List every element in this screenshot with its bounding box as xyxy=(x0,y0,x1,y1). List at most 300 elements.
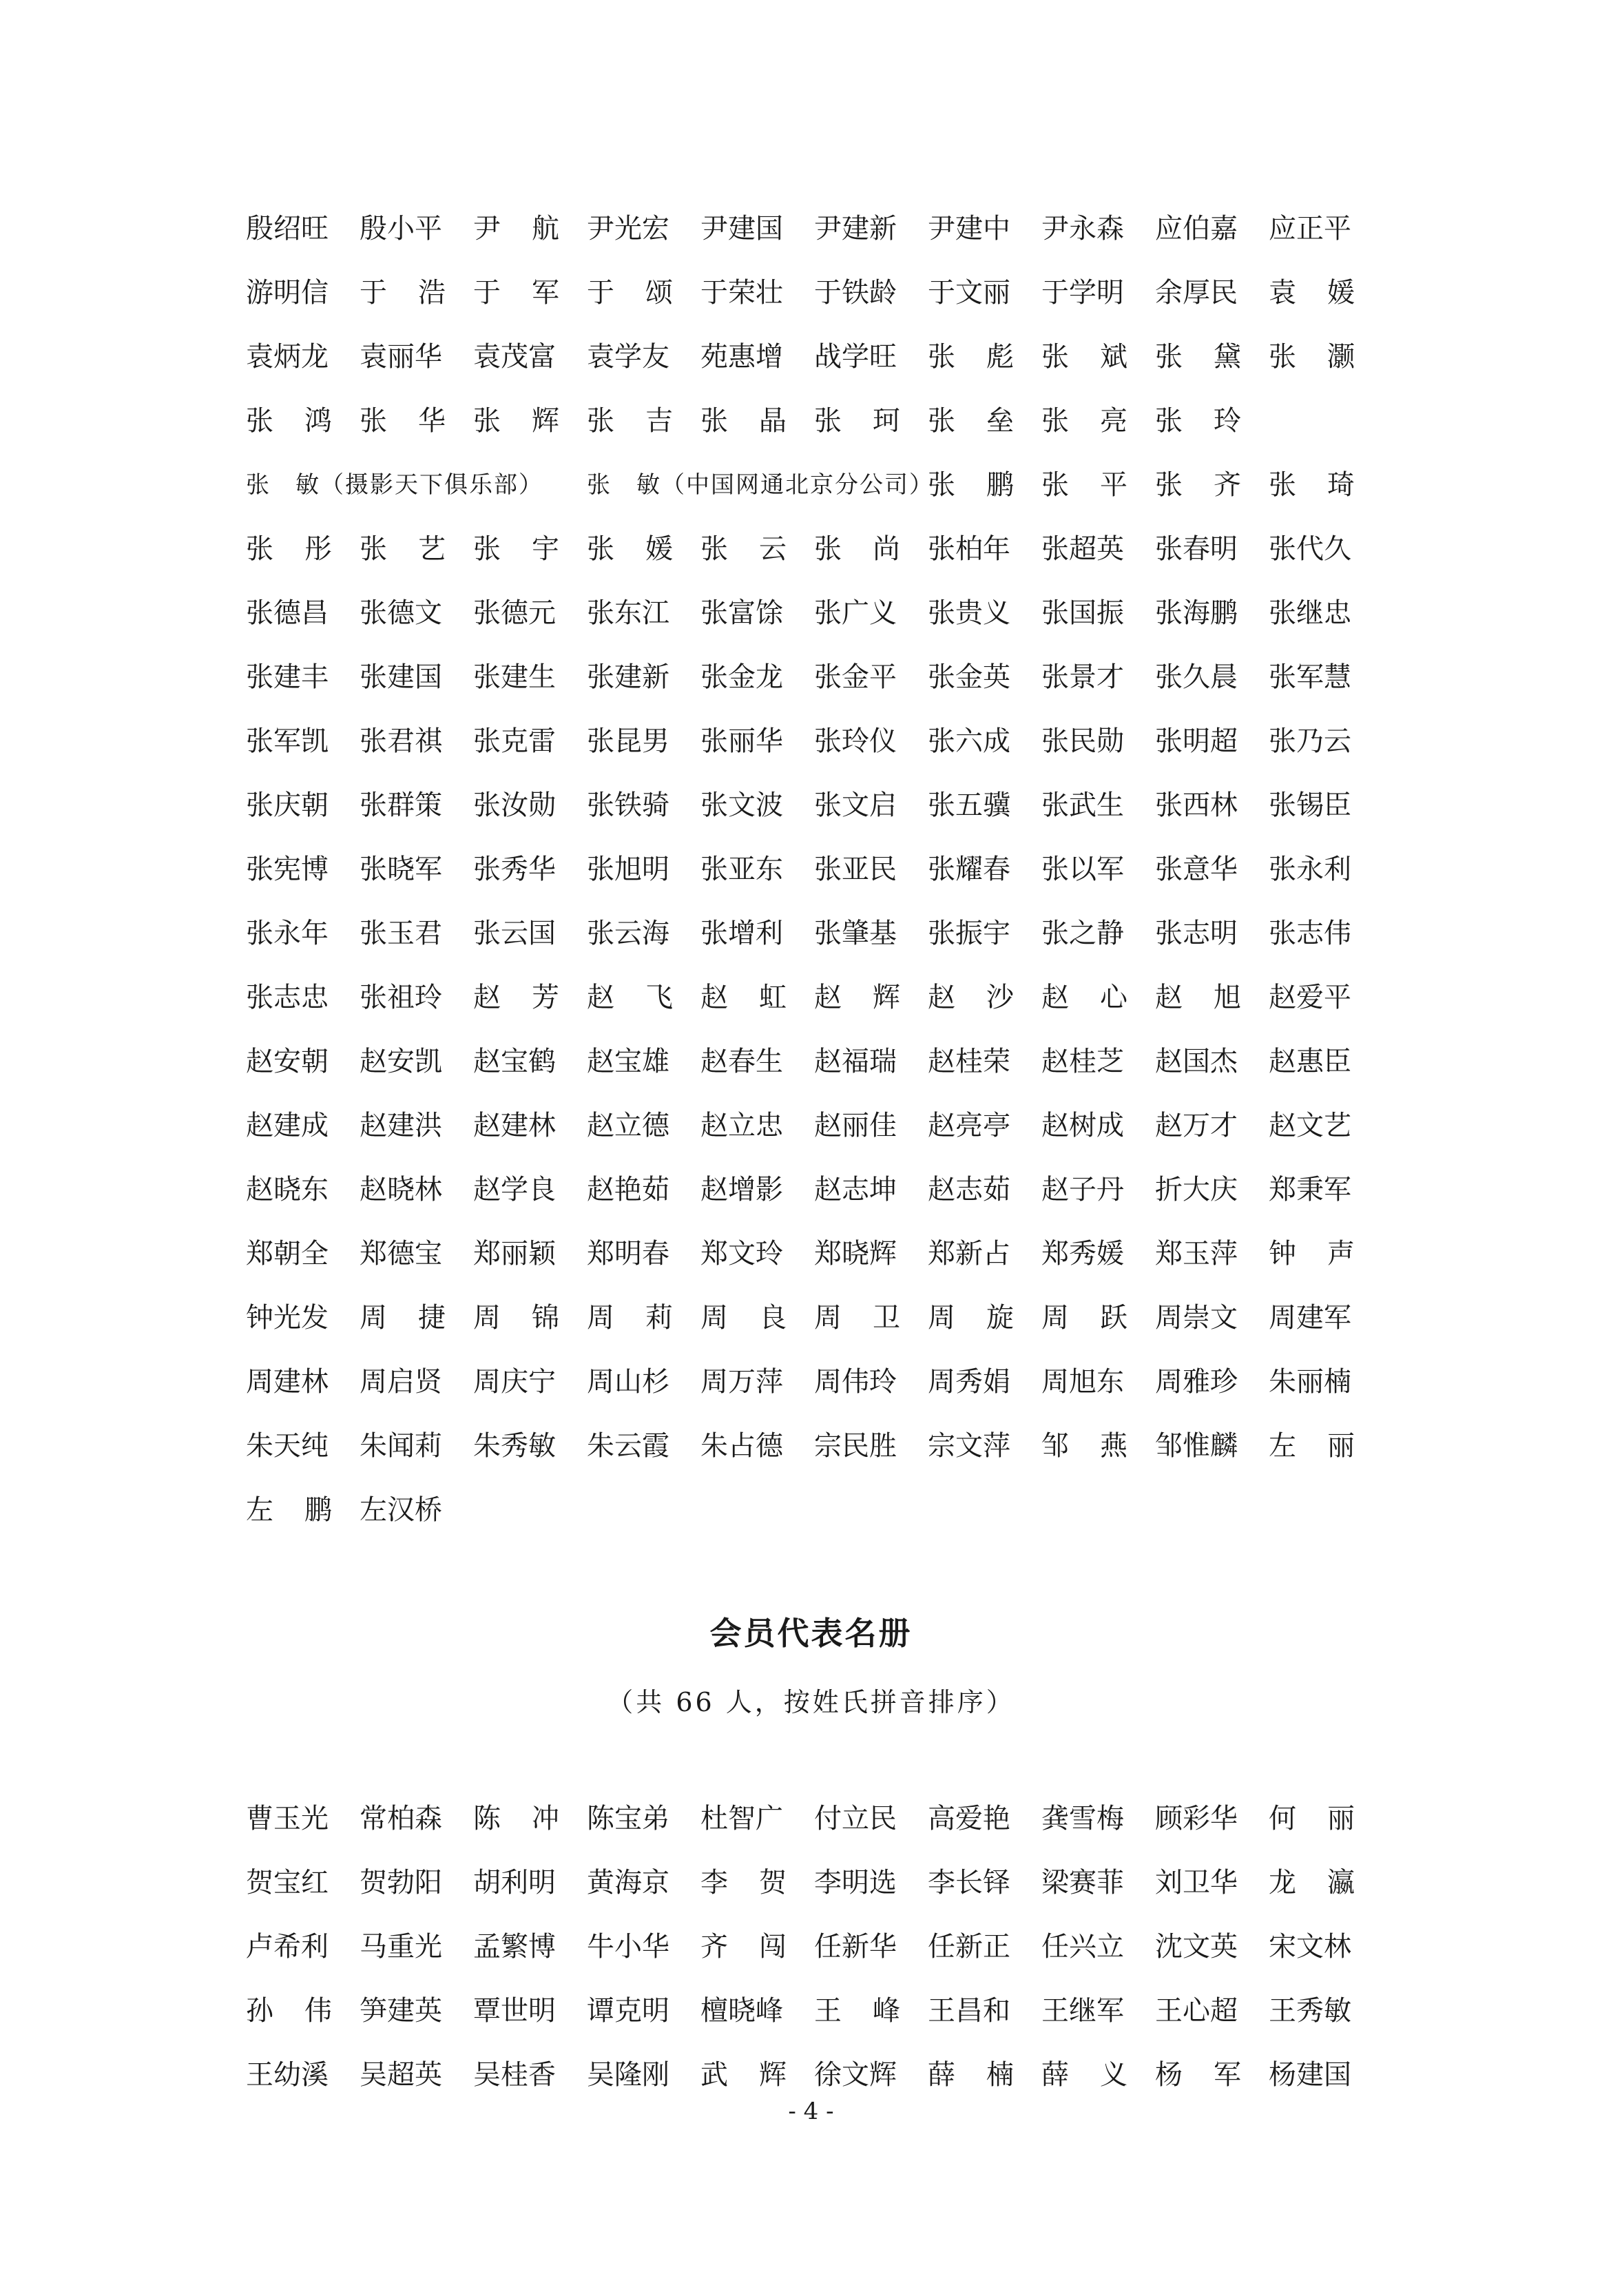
name-text: 贺宝红 xyxy=(246,1867,329,1899)
name-entry xyxy=(928,389,1041,453)
name-text: 覃世明 xyxy=(473,1995,556,2027)
name-entry xyxy=(1269,1030,1382,1094)
name-entry xyxy=(928,1979,1041,2043)
name-text: 张振宇 xyxy=(928,918,1010,949)
name-text: 左 丽 xyxy=(1269,1430,1355,1462)
name-entry xyxy=(700,1030,814,1094)
name-text: 赵 心 xyxy=(1041,982,1127,1013)
name-entry xyxy=(700,902,814,966)
name-text: 赵国杰 xyxy=(1155,1046,1238,1077)
name-entry xyxy=(1155,1030,1269,1094)
name-entry xyxy=(1269,710,1382,774)
name-entry xyxy=(246,902,360,966)
name-entry xyxy=(1041,1414,1155,1478)
name-entry xyxy=(587,966,700,1030)
name-text: 曹玉光 xyxy=(246,1803,329,1834)
name-entry xyxy=(928,1222,1041,1286)
name-entry xyxy=(814,774,928,838)
name-text: 于文丽 xyxy=(928,277,1010,309)
name-text: 赵建洪 xyxy=(360,1110,442,1141)
name-entry xyxy=(473,1915,587,1979)
name-entry xyxy=(814,517,928,581)
name-entry xyxy=(700,1915,814,1979)
name-text: 张五骥 xyxy=(928,789,1010,821)
name-text: 郑玉萍 xyxy=(1155,1238,1238,1270)
name-text: 游明信 xyxy=(246,277,329,309)
name-text: 邹 燕 xyxy=(1041,1430,1127,1462)
name-text: 赵立德 xyxy=(587,1110,669,1141)
name-text: 张 云 xyxy=(700,533,787,565)
name-text: 张文启 xyxy=(814,789,897,821)
name-entry xyxy=(1041,325,1155,389)
name-entry xyxy=(1269,1286,1382,1350)
name-entry xyxy=(246,1787,360,1851)
name-entry xyxy=(1269,1350,1382,1414)
name-entry xyxy=(814,710,928,774)
name-text: 贺勃阳 xyxy=(360,1867,442,1899)
name-entry xyxy=(700,1222,814,1286)
name-entry xyxy=(360,389,473,453)
name-text: 武 辉 xyxy=(700,2059,787,2091)
name-entry xyxy=(473,1350,587,1414)
name-text: 孟繁博 xyxy=(473,1931,556,1963)
name-entry xyxy=(1155,1286,1269,1350)
name-text: 赵艳茹 xyxy=(587,1174,669,1206)
name-text: 周启贤 xyxy=(360,1366,442,1398)
name-entry xyxy=(246,517,360,581)
name-entry xyxy=(360,645,473,710)
name-text: 于 军 xyxy=(473,277,559,309)
name-text: 张祖玲 xyxy=(360,982,442,1013)
name-entry xyxy=(360,1979,473,2043)
name-entry xyxy=(928,517,1041,581)
name-text: 赵桂荣 xyxy=(928,1046,1010,1077)
name-entry xyxy=(246,261,360,325)
name-entry xyxy=(928,645,1041,710)
name-text: 张云海 xyxy=(587,918,669,949)
name-text: 吴桂香 xyxy=(473,2059,556,2091)
name-text: 尹建新 xyxy=(814,213,897,245)
name-entry xyxy=(700,581,814,645)
name-text: 张汝勋 xyxy=(473,789,556,821)
name-entry xyxy=(700,261,814,325)
name-text: 尹永森 xyxy=(1041,213,1124,245)
name-entry xyxy=(1041,774,1155,838)
name-entry xyxy=(246,1851,360,1915)
name-entry xyxy=(928,1414,1041,1478)
name-entry xyxy=(1041,1158,1155,1222)
name-text: 朱闻莉 xyxy=(360,1430,442,1462)
name-text: 张德昌 xyxy=(246,597,329,629)
name-entry xyxy=(928,1851,1041,1915)
name-entry xyxy=(473,838,587,902)
name-text: 赵福瑞 xyxy=(814,1046,897,1077)
name-text: 郑秉军 xyxy=(1269,1174,1351,1206)
name-entry xyxy=(587,1030,700,1094)
name-text: 张亚民 xyxy=(814,854,897,885)
name-entry xyxy=(587,389,700,453)
name-text: 赵春生 xyxy=(700,1046,783,1077)
name-text: 张 尚 xyxy=(814,533,900,565)
name-text: 张久晨 xyxy=(1155,661,1238,693)
name-text: 张 媛 xyxy=(587,533,673,565)
name-entry xyxy=(473,1158,587,1222)
name-entry xyxy=(473,1851,587,1915)
name-entry xyxy=(246,1286,360,1350)
name-text: 钟 声 xyxy=(1269,1238,1355,1270)
name-text: 周崇文 xyxy=(1155,1302,1238,1334)
name-text: 张海鹏 xyxy=(1155,597,1238,629)
name-entry xyxy=(246,774,360,838)
name-text: 赵惠臣 xyxy=(1269,1046,1351,1077)
name-entry xyxy=(928,774,1041,838)
name-entry xyxy=(700,325,814,389)
name-text: 赵 辉 xyxy=(814,982,900,1013)
name-text: 薛 楠 xyxy=(928,2059,1014,2091)
name-entry xyxy=(1155,581,1269,645)
name-text: 任新华 xyxy=(814,1931,897,1963)
name-text: 张意华 xyxy=(1155,854,1238,885)
name-text: 张增利 xyxy=(700,918,783,949)
name-text: 周建军 xyxy=(1269,1302,1351,1334)
name-entry xyxy=(1041,1787,1155,1851)
name-text: 应伯嘉 xyxy=(1155,213,1238,245)
name-entry xyxy=(814,1158,928,1222)
name-text: 牛小华 xyxy=(587,1931,669,1963)
name-text: 张民勋 xyxy=(1041,725,1124,757)
name-text: 张亚东 xyxy=(700,854,783,885)
name-text: 张 平 xyxy=(1041,469,1127,501)
name-entry xyxy=(360,1350,473,1414)
name-text: 张志明 xyxy=(1155,918,1238,949)
name-entry xyxy=(360,1286,473,1350)
name-text: 袁丽华 xyxy=(360,341,442,373)
name-text: 殷绍旺 xyxy=(246,213,329,245)
name-text: 赵子丹 xyxy=(1041,1174,1124,1206)
name-entry xyxy=(473,902,587,966)
name-text: 袁茂富 xyxy=(473,341,556,373)
name-text: 陈宝弟 xyxy=(587,1803,669,1834)
name-entry xyxy=(360,325,473,389)
name-entry xyxy=(1041,1350,1155,1414)
name-text: 张旭明 xyxy=(587,854,669,885)
name-entry xyxy=(246,453,587,517)
name-entry xyxy=(587,453,934,517)
name-entry xyxy=(814,1094,928,1158)
name-entry xyxy=(587,1286,700,1350)
name-text: 赵 沙 xyxy=(928,982,1014,1013)
name-entry xyxy=(700,774,814,838)
name-text: 常柏森 xyxy=(360,1803,442,1834)
name-entry xyxy=(814,1222,928,1286)
name-text: 于 颂 xyxy=(587,277,673,309)
name-text: 张志伟 xyxy=(1269,918,1351,949)
name-text: 王心超 xyxy=(1155,1995,1238,2027)
name-entry xyxy=(360,774,473,838)
name-entry xyxy=(814,838,928,902)
name-entry xyxy=(473,581,587,645)
name-entry xyxy=(360,838,473,902)
name-text: 张 黛 xyxy=(1155,341,1241,373)
name-entry xyxy=(587,325,700,389)
name-text: 张金英 xyxy=(928,661,1010,693)
name-entry xyxy=(700,710,814,774)
name-entry xyxy=(473,261,587,325)
name-text: 赵宝雄 xyxy=(587,1046,669,1077)
name-text: 应正平 xyxy=(1269,213,1351,245)
name-text: 张德元 xyxy=(473,597,556,629)
name-entry xyxy=(1155,517,1269,581)
name-text: 赵建成 xyxy=(246,1110,329,1141)
name-text: 张 鸿 xyxy=(246,405,332,437)
name-text: 张秀华 xyxy=(473,854,556,885)
name-text: 赵晓林 xyxy=(360,1174,442,1206)
name-entry xyxy=(360,1787,473,1851)
name-entry xyxy=(1155,1851,1269,1915)
name-entry xyxy=(700,966,814,1030)
name-entry xyxy=(700,1979,814,2043)
name-text: 周建林 xyxy=(246,1366,329,1398)
name-entry xyxy=(1269,197,1382,261)
name-text: 王 峰 xyxy=(814,1995,900,2027)
name-entry xyxy=(814,1915,928,1979)
name-text: 郑文玲 xyxy=(700,1238,783,1270)
name-text: 折大庆 xyxy=(1155,1174,1238,1206)
name-entry xyxy=(587,1350,700,1414)
name-entry xyxy=(360,1915,473,1979)
name-entry xyxy=(360,517,473,581)
name-entry xyxy=(360,1094,473,1158)
member-name-grid xyxy=(246,197,1382,1542)
name-entry xyxy=(814,1979,928,2043)
name-text: 杜智广 xyxy=(700,1803,783,1834)
name-text: 张玉君 xyxy=(360,918,442,949)
name-entry xyxy=(928,710,1041,774)
name-text: 赵 旭 xyxy=(1155,982,1241,1013)
name-entry xyxy=(360,966,473,1030)
name-entry xyxy=(587,261,700,325)
name-text: 笋建英 xyxy=(360,1995,442,2027)
name-entry xyxy=(587,774,700,838)
name-entry xyxy=(473,1286,587,1350)
name-entry xyxy=(473,645,587,710)
name-text: 左汉桥 xyxy=(360,1494,442,1526)
name-text: 张耀春 xyxy=(928,854,1010,885)
name-text: 胡利明 xyxy=(473,1867,556,1899)
name-text: 赵爱平 xyxy=(1269,982,1351,1013)
name-text: 赵文艺 xyxy=(1269,1110,1351,1141)
name-text: 张建国 xyxy=(360,661,442,693)
name-entry xyxy=(928,1915,1041,1979)
name-text: 赵志茹 xyxy=(928,1174,1010,1206)
name-text: 张君祺 xyxy=(360,725,442,757)
name-entry xyxy=(928,197,1041,261)
name-entry xyxy=(1269,1158,1382,1222)
name-text: 张庆朝 xyxy=(246,789,329,821)
name-entry xyxy=(360,1478,473,1542)
name-entry xyxy=(1155,1915,1269,1979)
name-entry xyxy=(246,710,360,774)
name-text: 张广义 xyxy=(814,597,897,629)
name-entry xyxy=(928,1030,1041,1094)
name-entry xyxy=(360,1851,473,1915)
name-entry xyxy=(246,1979,360,2043)
name-entry xyxy=(1041,1094,1155,1158)
name-text: 赵 虹 xyxy=(700,982,787,1013)
name-entry xyxy=(814,325,928,389)
name-entry xyxy=(700,645,814,710)
name-text: 张以军 xyxy=(1041,854,1124,885)
name-text: 卢希利 xyxy=(246,1931,329,1963)
name-text: 张建丰 xyxy=(246,661,329,693)
name-text: 齐 闯 xyxy=(700,1931,787,1963)
name-text: 张 亮 xyxy=(1041,405,1127,437)
name-entry xyxy=(1269,838,1382,902)
name-entry xyxy=(814,1787,928,1851)
name-entry xyxy=(360,902,473,966)
name-text: 朱天纯 xyxy=(246,1430,329,1462)
name-text: 朱云霞 xyxy=(587,1430,669,1462)
name-entry xyxy=(814,389,928,453)
name-entry xyxy=(587,1094,700,1158)
name-entry xyxy=(1155,1158,1269,1222)
section-title: 会员代表名册 xyxy=(709,1615,913,1652)
name-text: 张克雷 xyxy=(473,725,556,757)
name-entry xyxy=(1155,453,1269,517)
name-entry xyxy=(1269,1222,1382,1286)
name-entry xyxy=(1155,1414,1269,1478)
name-entry xyxy=(1155,645,1269,710)
name-entry xyxy=(928,1787,1041,1851)
name-text: 周山杉 xyxy=(587,1366,669,1398)
name-text: 吴隆刚 xyxy=(587,2059,669,2091)
name-entry xyxy=(1041,389,1155,453)
name-entry xyxy=(473,710,587,774)
name-text: 尹建国 xyxy=(700,213,783,245)
name-entry xyxy=(473,966,587,1030)
name-entry xyxy=(473,517,587,581)
name-text: 张之静 xyxy=(1041,918,1124,949)
name-entry xyxy=(1041,1286,1155,1350)
name-text: 周庆宁 xyxy=(473,1366,556,1398)
name-entry xyxy=(1269,774,1382,838)
name-text: 张军慧 xyxy=(1269,661,1351,693)
name-text: 刘卫华 xyxy=(1155,1867,1238,1899)
name-text: 张 垒 xyxy=(928,405,1014,437)
name-entry xyxy=(587,1979,700,2043)
name-entry xyxy=(928,1350,1041,1414)
name-text: 张永年 xyxy=(246,918,329,949)
name-text: 张建新 xyxy=(587,661,669,693)
name-entry xyxy=(1041,710,1155,774)
name-text: 周秀娟 xyxy=(928,1366,1010,1398)
name-entry xyxy=(587,710,700,774)
name-entry xyxy=(700,838,814,902)
name-entry xyxy=(587,1222,700,1286)
name-text: 李明选 xyxy=(814,1867,897,1899)
name-entry xyxy=(814,1350,928,1414)
name-entry xyxy=(587,1915,700,1979)
name-text: 张金平 xyxy=(814,661,897,693)
name-text: 张玲仪 xyxy=(814,725,897,757)
name-entry xyxy=(814,261,928,325)
name-text: 周旭东 xyxy=(1041,1366,1124,1398)
name-text: 张春明 xyxy=(1155,533,1238,565)
name-text: 赵志坤 xyxy=(814,1174,897,1206)
name-entry xyxy=(473,389,587,453)
name-entry xyxy=(1155,838,1269,902)
name-text: 杨建国 xyxy=(1269,2059,1351,2091)
name-text: 于 浩 xyxy=(360,277,446,309)
name-entry xyxy=(1041,645,1155,710)
name-entry xyxy=(1041,1851,1155,1915)
name-entry xyxy=(1041,1915,1155,1979)
name-entry xyxy=(1155,1222,1269,1286)
section-subtitle: （共 66 人，按姓氏拼音排序） xyxy=(607,1687,1015,1717)
name-entry xyxy=(928,581,1041,645)
name-text: 张 玲 xyxy=(1155,405,1241,437)
name-entry xyxy=(1269,902,1382,966)
name-entry xyxy=(814,581,928,645)
name-text: 徐文辉 xyxy=(814,2059,897,2091)
name-text: 张丽华 xyxy=(700,725,783,757)
name-text: 赵安朝 xyxy=(246,1046,329,1077)
name-entry xyxy=(473,1030,587,1094)
name-text: 张文波 xyxy=(700,789,783,821)
name-text: 赵学良 xyxy=(473,1174,556,1206)
name-entry xyxy=(587,838,700,902)
name-text: 张柏年 xyxy=(928,533,1010,565)
name-text: 张 珂 xyxy=(814,405,900,437)
name-text: 薛 义 xyxy=(1041,2059,1127,2091)
name-text: 袁学友 xyxy=(587,341,669,373)
name-entry xyxy=(700,1350,814,1414)
name-text: 谭克明 xyxy=(587,1995,669,2027)
name-entry xyxy=(360,1158,473,1222)
name-entry xyxy=(928,453,1041,517)
name-entry xyxy=(1269,517,1382,581)
name-entry xyxy=(928,1286,1041,1350)
name-entry xyxy=(1041,581,1155,645)
name-entry xyxy=(246,1915,360,1979)
name-entry xyxy=(473,325,587,389)
name-text: 殷小平 xyxy=(360,213,442,245)
name-text: 张德文 xyxy=(360,597,442,629)
name-entry xyxy=(928,325,1041,389)
name-text: 张 艺 xyxy=(360,533,446,565)
name-entry xyxy=(1155,966,1269,1030)
name-text: 吴超英 xyxy=(360,2059,442,2091)
name-entry xyxy=(814,1414,928,1478)
name-entry xyxy=(360,1414,473,1478)
name-entry xyxy=(1269,1414,1382,1478)
name-text: 周 卫 xyxy=(814,1302,900,1334)
name-text: 邹惟麟 xyxy=(1155,1430,1238,1462)
name-text: 张六成 xyxy=(928,725,1010,757)
name-text: 王秀敏 xyxy=(1269,1995,1351,2027)
name-text: 战学旺 xyxy=(814,341,897,373)
name-entry xyxy=(928,838,1041,902)
name-text: 赵增影 xyxy=(700,1174,783,1206)
name-text: 赵建林 xyxy=(473,1110,556,1141)
name-text: 张群策 xyxy=(360,789,442,821)
name-text: 陈 冲 xyxy=(473,1803,559,1834)
name-entry xyxy=(246,325,360,389)
name-entry xyxy=(814,902,928,966)
name-entry xyxy=(700,1158,814,1222)
name-text: 王昌和 xyxy=(928,1995,1010,2027)
name-text: 周雅珍 xyxy=(1155,1366,1238,1398)
